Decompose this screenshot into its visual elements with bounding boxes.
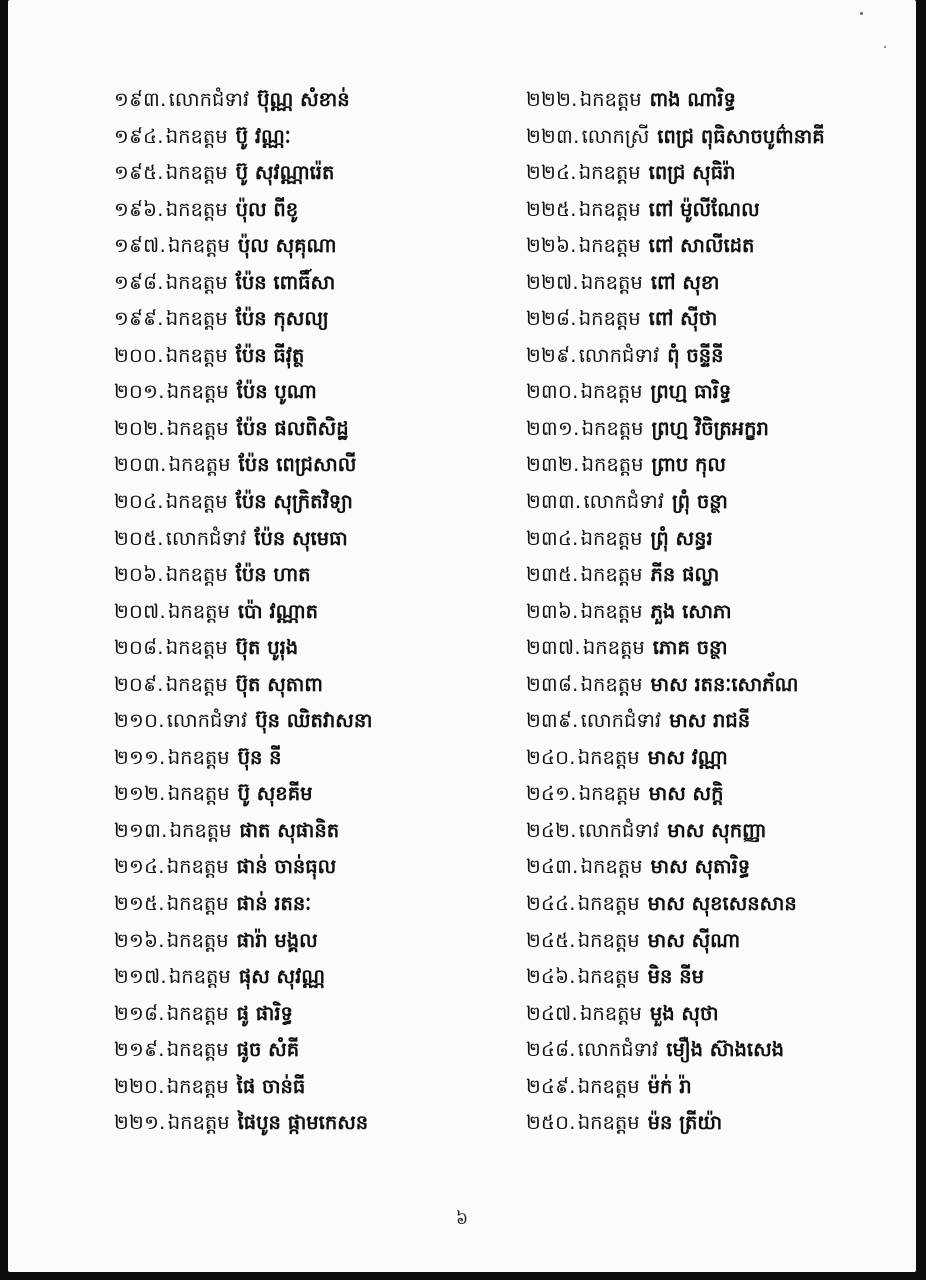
entry-name: មិន នីម bbox=[647, 965, 704, 989]
list-item bbox=[526, 484, 916, 521]
left-name-list bbox=[114, 82, 514, 1142]
entry-title: លោកជំទាវ bbox=[166, 709, 248, 733]
entry-title: ឯកឧត្តម bbox=[579, 1001, 642, 1025]
entry-title: ឯកឧត្តម bbox=[577, 1074, 640, 1098]
list-item bbox=[114, 959, 514, 996]
list-item bbox=[526, 1105, 916, 1142]
entry-name: មាស រតនៈសោភ័ណ bbox=[650, 672, 799, 696]
entry-number: ២៤៥. bbox=[526, 928, 576, 952]
entry-title: ឯកឧត្តម bbox=[166, 1001, 229, 1025]
entry-name: មាស សក្តិ bbox=[648, 782, 724, 806]
entry-name: ប៊ូ សុវណ្ណារ៉េត bbox=[235, 161, 335, 185]
entry-title: ឯកឧត្តម bbox=[580, 526, 643, 550]
entry-name: ប៉ែន សុមេធា bbox=[254, 526, 348, 550]
list-item bbox=[526, 630, 916, 667]
entry-name: ភីន ផល្លា bbox=[650, 563, 720, 587]
list-item bbox=[526, 447, 916, 484]
entry-name: ប៉ែន ផលពិសិដ្ឋ bbox=[236, 416, 349, 440]
entry-name: ផៃបូន ផ្កាមកេសន bbox=[237, 1111, 369, 1135]
entry-name: ពេជ្រ ពុធិសាចបូព៌ានាគី bbox=[657, 124, 825, 148]
entry-title: ឯកឧត្តម bbox=[580, 270, 643, 294]
entry-number: ២៤១. bbox=[526, 782, 577, 806]
entry-name: ផារ៉ា មង្គល bbox=[236, 928, 318, 952]
list-item bbox=[114, 886, 514, 923]
entry-number: ២៤២. bbox=[526, 818, 577, 842]
entry-name: មាស រាជនី bbox=[669, 709, 751, 733]
entry-number: ២០០. bbox=[114, 343, 164, 367]
list-item bbox=[114, 996, 514, 1033]
entry-title: ឯកឧត្តម bbox=[578, 197, 641, 221]
entry-title: ឯកឧត្តម bbox=[168, 965, 231, 989]
page-number: ៦ bbox=[455, 1209, 469, 1229]
entry-number: ២០៨. bbox=[114, 636, 164, 660]
list-item bbox=[526, 411, 916, 448]
entry-name: មឿង ស៊ាងសេង bbox=[666, 1038, 785, 1062]
entry-number: ២៤៩. bbox=[526, 1074, 576, 1098]
entry-name: ផូច សំគី bbox=[236, 1038, 300, 1062]
list-item bbox=[526, 557, 916, 594]
entry-number: ១៩៥. bbox=[114, 161, 164, 185]
list-item bbox=[526, 374, 916, 411]
list-item bbox=[526, 119, 916, 156]
entry-title: ឯកឧត្តម bbox=[577, 928, 640, 952]
entry-title: ឯកឧត្តម bbox=[167, 234, 230, 258]
entry-title: ឯកឧត្តម bbox=[577, 745, 640, 769]
entry-title: ឯកឧត្តម bbox=[165, 307, 228, 331]
list-item bbox=[114, 82, 514, 119]
entry-title: ឯកឧត្តម bbox=[578, 782, 641, 806]
entry-name: ម៉ក់ រ៉ា bbox=[647, 1074, 692, 1098]
entry-number: ២២៣. bbox=[526, 124, 580, 148]
list-item bbox=[114, 301, 514, 338]
entry-title: ឯកឧត្តម bbox=[580, 855, 643, 879]
entry-title: ឯកឧត្តម bbox=[581, 416, 644, 440]
entry-name: មាស សុតារិទ្ធ bbox=[650, 855, 751, 879]
entry-number: ២៤៦. bbox=[526, 965, 576, 989]
entry-number: ២៣០. bbox=[526, 380, 579, 404]
list-item bbox=[526, 1032, 916, 1069]
entry-number: ២៤៨. bbox=[526, 1038, 576, 1062]
list-item bbox=[526, 923, 916, 960]
entry-name: ប៉ែន កុសល្យ bbox=[235, 307, 329, 331]
entry-name: ប៉ោ វណ្ណាត bbox=[237, 599, 318, 623]
entry-name: មួង សុថា bbox=[649, 1001, 719, 1025]
document-page bbox=[8, 0, 916, 1272]
entry-name: ប៊ូ សុខគីម bbox=[237, 782, 313, 806]
list-item bbox=[114, 374, 514, 411]
entry-number: ២១៧. bbox=[114, 965, 167, 989]
entry-name: ពៅ សាលីដេត bbox=[648, 234, 755, 258]
entry-name: ប៊ុន ឈិតវាសនា bbox=[255, 709, 373, 733]
entry-name: ផូ ផារិទ្ធ bbox=[236, 1001, 293, 1025]
entry-title: ឯកឧត្តម bbox=[166, 928, 229, 952]
list-item bbox=[114, 667, 514, 704]
entry-title: លោកជំទាវ bbox=[578, 818, 660, 842]
entry-title: ឯកឧត្តម bbox=[165, 197, 228, 221]
entry-name: ពៅ សុខា bbox=[650, 270, 720, 294]
list-item bbox=[526, 849, 916, 886]
entry-name: ប៊ុន នី bbox=[237, 745, 282, 769]
entry-name: ប៉ែន ពេជ្រសាលី bbox=[238, 453, 357, 477]
list-item bbox=[526, 228, 916, 265]
entry-name: ប៉ែន ហាត bbox=[235, 563, 311, 587]
list-item bbox=[114, 338, 514, 375]
entry-name: ភោគ ចន្ថា bbox=[652, 636, 728, 660]
entry-title: ឯកឧត្តម bbox=[165, 161, 228, 185]
list-item bbox=[114, 776, 514, 813]
entry-number: ២២១. bbox=[114, 1111, 166, 1135]
entry-number: ២០៦. bbox=[114, 563, 164, 587]
entry-title: ឯកឧត្តម bbox=[165, 124, 228, 148]
list-item bbox=[114, 411, 514, 448]
entry-number: ២២៤. bbox=[526, 161, 577, 185]
list-item bbox=[114, 630, 514, 667]
entry-name: មាស សុកញ្ញា bbox=[667, 818, 767, 842]
entry-name: ពៅ ម៉ូលីណែល bbox=[648, 197, 760, 221]
entry-title: ឯកឧត្តម bbox=[166, 1074, 229, 1098]
entry-name: មាស សុខសេនសាន bbox=[647, 892, 797, 916]
entry-title: ឯកឧត្តម bbox=[580, 599, 643, 623]
entry-title: លោកជំទាវ bbox=[583, 490, 664, 514]
entry-title: លោកជំទាវ bbox=[168, 88, 250, 111]
entry-number: ១៩៨. bbox=[114, 270, 164, 294]
list-item bbox=[114, 703, 514, 740]
list-item bbox=[526, 192, 916, 229]
list-item bbox=[114, 155, 514, 192]
entry-name: ផាត សុផានិត bbox=[239, 818, 340, 842]
entry-number: ២២៩. bbox=[526, 343, 577, 367]
entry-title: ឯកឧត្តម bbox=[166, 416, 229, 440]
paper-speck bbox=[860, 12, 863, 15]
entry-title: ឯកឧត្តម bbox=[166, 855, 229, 879]
entry-name: ផុស សុវណ្ណ bbox=[238, 965, 326, 989]
entry-title: ឯកឧត្តម bbox=[166, 892, 229, 916]
entry-title: លោកជំទាវ bbox=[577, 1038, 659, 1062]
entry-title: ឯកឧត្តម bbox=[167, 1111, 230, 1135]
entry-number: ២០៩. bbox=[114, 672, 164, 696]
entry-title: ឯកឧត្តម bbox=[166, 1038, 229, 1062]
entry-name: ប៊ូ វណ្ណៈ bbox=[235, 124, 291, 148]
list-item bbox=[114, 447, 514, 484]
entry-name: ប៉ែន បូណា bbox=[236, 380, 317, 404]
entry-title: ឯកឧត្តម bbox=[578, 161, 641, 185]
entry-number: ២០៧. bbox=[114, 599, 166, 623]
list-item bbox=[526, 82, 916, 119]
entry-name: ពេជ្រ សុធិរ៉ា bbox=[648, 161, 736, 185]
entry-name: ម៉ន ត្រីយ៉ា bbox=[647, 1111, 723, 1135]
list-item bbox=[526, 886, 916, 923]
entry-name: ប៊ុត បូរុង bbox=[235, 636, 299, 660]
entry-number: ២៤០. bbox=[526, 745, 576, 769]
entry-title: ឯកឧត្តម bbox=[165, 343, 228, 367]
entry-number: ២២៧. bbox=[526, 270, 579, 294]
entry-number: ២១៨. bbox=[114, 1001, 165, 1025]
entry-title: ឯកឧត្តម bbox=[578, 307, 641, 331]
entry-name: ព្រហ្ម ធារិទ្ធ bbox=[650, 380, 732, 404]
list-item bbox=[526, 703, 916, 740]
list-item bbox=[114, 740, 514, 777]
list-item bbox=[526, 521, 916, 558]
entry-number: ២៤៣. bbox=[526, 855, 579, 879]
list-item bbox=[114, 557, 514, 594]
entry-number: ២១៤. bbox=[114, 855, 165, 879]
entry-number: ២៣១. bbox=[526, 416, 580, 440]
entry-title: ឯកឧត្តម bbox=[582, 636, 645, 660]
entry-number: ២១៩. bbox=[114, 1038, 165, 1062]
entry-name: ប៉ុល សុគុណា bbox=[237, 234, 337, 258]
entry-title: ឯកឧត្តម bbox=[577, 965, 640, 989]
list-item bbox=[114, 228, 514, 265]
entry-title: លោកស្រី bbox=[581, 124, 650, 148]
entry-number: ២៤៤. bbox=[526, 892, 576, 916]
entry-number: ២៣២. bbox=[526, 453, 580, 477]
entry-name: ភួង សោភា bbox=[650, 599, 732, 623]
entry-name: ប៉ុល ពីខូ bbox=[235, 197, 299, 221]
entry-title: ឯកឧត្តម bbox=[577, 1111, 640, 1135]
entry-title: ឯកឧត្តម bbox=[166, 380, 229, 404]
entry-number: ២១១. bbox=[114, 745, 166, 769]
paper-speck bbox=[884, 46, 886, 48]
list-item bbox=[526, 667, 916, 704]
list-item bbox=[114, 192, 514, 229]
entry-title: ឯកឧត្តម bbox=[167, 745, 230, 769]
entry-number: ១៩៩. bbox=[114, 307, 164, 331]
entry-title: ឯកឧត្តម bbox=[580, 563, 643, 587]
entry-title: ឯកឧត្តម bbox=[165, 563, 228, 587]
entry-number: ២០៣. bbox=[114, 453, 167, 477]
entry-name: ប៊ុត សុតាពា bbox=[235, 672, 323, 696]
list-item bbox=[526, 155, 916, 192]
entry-name: ប៉ែន សុក្រិតវិទ្យា bbox=[235, 490, 353, 514]
entry-number: ២២២. bbox=[526, 88, 578, 111]
entry-name: មាស វណ្ណា bbox=[647, 745, 728, 769]
entry-name: ប៉ែន ពោធិ៍សា bbox=[235, 270, 336, 294]
entry-title: ឯកឧត្តម bbox=[168, 453, 231, 477]
entry-title: ឯកឧត្តម bbox=[165, 490, 228, 514]
entry-name: ព្រហ្ម វិចិត្រអក្ខរា bbox=[651, 416, 769, 440]
entry-number: ១៩៧. bbox=[114, 234, 166, 258]
list-item bbox=[526, 1069, 916, 1106]
entry-name: ពៅ ស៊ីថា bbox=[648, 307, 718, 331]
list-item bbox=[114, 813, 514, 850]
entry-name: ផៃ ចាន់ធី bbox=[236, 1074, 306, 1098]
entry-title: ឯកឧត្តម bbox=[169, 818, 232, 842]
entry-number: ២៣៦. bbox=[526, 599, 579, 623]
entry-number: ២៤៧. bbox=[526, 1001, 578, 1025]
entry-number: ២៥០. bbox=[526, 1111, 576, 1135]
entry-name: ផាន់ ចាន់ធុល bbox=[236, 855, 337, 879]
entry-title: ឯកឧត្តម bbox=[165, 636, 228, 660]
entry-number: ២២៦. bbox=[526, 234, 577, 258]
entry-title: ឯកឧត្តម bbox=[579, 88, 642, 111]
entry-title: លោកជំទាវ bbox=[165, 526, 247, 550]
list-item bbox=[114, 521, 514, 558]
list-item bbox=[526, 265, 916, 302]
entry-title: ឯកឧត្តម bbox=[165, 672, 228, 696]
entry-name: ព្រុំ ចន្ថា bbox=[671, 490, 728, 514]
entry-name: ប៊ុណ្ណ សំខាន់ bbox=[257, 88, 350, 111]
entry-name: ពាង ណារិទ្ធ bbox=[649, 88, 736, 111]
list-item bbox=[526, 996, 916, 1033]
entry-number: ២០៤. bbox=[114, 490, 164, 514]
list-item bbox=[526, 740, 916, 777]
list-item bbox=[526, 813, 916, 850]
list-item bbox=[526, 776, 916, 813]
entry-title: លោកជំទាវ bbox=[578, 343, 660, 367]
entry-title: ឯកឧត្តម bbox=[577, 892, 640, 916]
list-item bbox=[114, 484, 514, 521]
list-item bbox=[114, 1069, 514, 1106]
entry-name: ព្រុំ សន្ធរ bbox=[650, 526, 713, 550]
list-item bbox=[114, 923, 514, 960]
entry-title: ឯកឧត្តម bbox=[581, 453, 644, 477]
entry-name: ព្រាប កុល bbox=[651, 453, 726, 477]
entry-name: ប៉ែន ធីវុត្ថ bbox=[235, 343, 305, 367]
entry-number: ២៣៧. bbox=[526, 636, 581, 660]
list-item bbox=[526, 594, 916, 631]
entry-title: ឯកឧត្តម bbox=[167, 599, 230, 623]
list-item bbox=[114, 849, 514, 886]
entry-number: ២២៨. bbox=[526, 307, 577, 331]
entry-number: ២១៣. bbox=[114, 818, 168, 842]
entry-number: ២០២. bbox=[114, 416, 165, 440]
list-item bbox=[526, 338, 916, 375]
entry-title: ឯកឧត្តម bbox=[578, 234, 641, 258]
entry-title: ឯកឧត្តម bbox=[580, 672, 643, 696]
entry-number: ១៩៦. bbox=[114, 197, 164, 221]
right-name-list bbox=[526, 82, 916, 1142]
entry-title: ឯកឧត្តម bbox=[167, 782, 230, 806]
list-item bbox=[114, 594, 514, 631]
entry-number: ១៩៣. bbox=[114, 88, 167, 111]
list-item bbox=[526, 959, 916, 996]
entry-number: ២១០. bbox=[114, 709, 165, 733]
entry-number: ២១២. bbox=[114, 782, 166, 806]
entry-name: ផាន់ រតនៈ bbox=[236, 892, 312, 916]
entry-number: ២២៥. bbox=[526, 197, 577, 221]
entry-number: ២២០. bbox=[114, 1074, 165, 1098]
entry-title: ឯកឧត្តម bbox=[580, 380, 643, 404]
entry-title: លោកជំទាវ bbox=[580, 709, 662, 733]
list-item bbox=[114, 1032, 514, 1069]
list-item bbox=[114, 1105, 514, 1142]
entry-number: ២៣៩. bbox=[526, 709, 579, 733]
entry-number: ២០៥. bbox=[114, 526, 164, 550]
entry-title: ឯកឧត្តម bbox=[165, 270, 228, 294]
list-item bbox=[526, 301, 916, 338]
entry-number: ២១៥. bbox=[114, 892, 165, 916]
entry-name: មាស ស៊ីណា bbox=[647, 928, 741, 952]
entry-number: ២១៦. bbox=[114, 928, 165, 952]
entry-number: ២៣៥. bbox=[526, 563, 579, 587]
list-item bbox=[114, 265, 514, 302]
list-item bbox=[114, 119, 514, 156]
entry-number: ១៩៤. bbox=[114, 124, 164, 148]
entry-name: ពុំ ចន្ទីនី bbox=[667, 343, 724, 367]
entry-number: ២៣៨. bbox=[526, 672, 579, 696]
entry-number: ២០១. bbox=[114, 380, 165, 404]
entry-number: ២៣៤. bbox=[526, 526, 579, 550]
entry-number: ២៣៣. bbox=[526, 490, 582, 514]
